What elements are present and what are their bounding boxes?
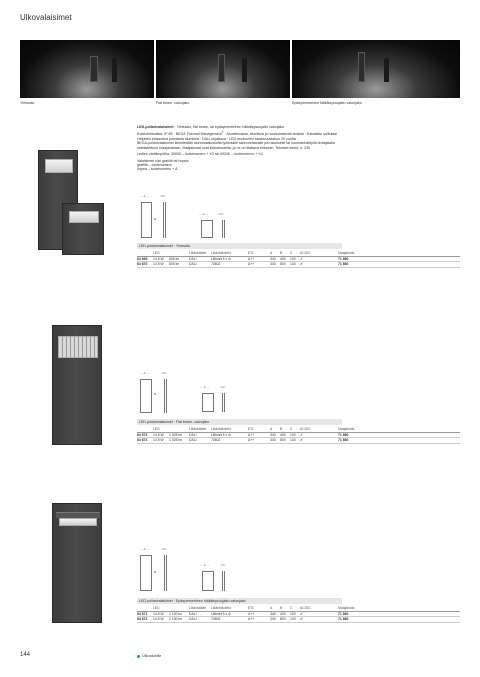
dim-a-3: ← A → [140,547,150,551]
drawing-side-3b [222,571,225,591]
section-header-3: LED-pollarivalaisimet · Epäsymmetrinen häikäisysuojattu valonjako [137,598,342,604]
table-row: 84 671 14,5 W 1 100 lm DALI Liitimet 5 x 4² A++ 340 400 100 ✔ 71 860 [137,611,460,617]
photo-caption-2: Flat beam -valonjako [156,101,190,105]
spec-table-3 [137,606,460,623]
drawing-front-1a [141,202,152,238]
spec-table-1 [137,251,460,268]
photo-flat-beam [156,40,290,98]
drawing-front-2a [140,379,152,413]
intro-text [137,125,457,172]
intro-heading: LED-pollarivalaisimet [137,125,174,129]
intro-p2b: valmistettuun maajalustaan. Maajalustat ovat lisävarusteita, ja ne on tilattava erikseen. Tekniset tiedot, s. 230 [137,145,311,150]
dim-c-1b: <C> [218,212,224,216]
intro-p2: BEGA-pollarivalaisimet kiinnitetään asennusalustoilla työmaalle rakennettavalle perustukselle tai kuumasinkittyllä teräsjalalla [137,141,335,146]
intro-p3: Ledien värilämpötila: 3000K – tuotenumero + K3 tai 4000K – tuotenumero + K4 [137,152,263,157]
dim-c-1: <C> [160,194,166,198]
dim-a-2: ← A → [140,371,150,375]
drawing-side-2a [164,379,167,413]
photo-caption-1: Yleisvalo [20,101,35,105]
drawing-side-1a [163,202,166,238]
drawing-front-1b [201,220,213,238]
intro-heading-rest: · Yleisvalo, flat beam- tai epäsymmetrinen häikäisysuojattu valonjako [173,125,285,129]
dim-a-3b: ← A → [200,563,210,567]
table-row: 84 670 14,5 W 605 lm DALI 70602 A++ 340 800 100 ✔ 71 860 [137,262,460,268]
drawing-side-2b [222,393,225,412]
dim-a-1b: ← A → [199,212,209,216]
product-image-short-general [62,203,104,255]
spec-table-2 [137,427,460,444]
drawing-front-3b [202,571,214,591]
intro-p1c: Heijastin eloksoitua puhdasta alumiinia · DALI-ohjattava · LED-moduulien saatavuustakuu 20 vuotta [137,137,296,141]
dim-a-1: ← A → [140,194,150,198]
dim-b-3: B [154,570,157,574]
intro-p1b: · Alumiinivalua, alumiinia ja ruostumatonta terästä · Kalvalistu sulkulasi [223,132,337,137]
table-row: 84 672 14,5 W 1 100 lm DALI 70602 A++ 340 800 100 ✔ 71 860 [137,617,460,623]
table-header-row: LED Liitäntälaite Liitäntäkotelo ETL A B C AC/DC Maajalusta [137,251,460,256]
drawing-side-1b [222,220,225,238]
page-number: 144 [20,652,31,658]
dim-b-2: B [154,392,157,396]
photo-asymmetric [292,40,460,98]
drawing-front-2b [202,393,214,412]
product-image-asymmetric [52,503,102,623]
dim-c-3: <C> [161,547,167,551]
table-header-row: LED Liitäntälaite Liitäntäkotelo ETL A B C AC/DC Maajalusta [137,606,460,611]
drawing-side-3a [164,555,167,591]
footer-label: Ulkoalueille [137,654,161,658]
product-image-flat-beam [52,325,102,445]
dim-c-2: <C> [161,371,167,375]
table-header-row: LED Liitäntälaite Liitäntäkotelo ETL A B C AC/DC Maajalusta [137,427,460,432]
page-title: Ulkovalaisimet [20,13,72,22]
dim-b-1: B [154,217,157,221]
drawing-front-3a [140,555,152,591]
dim-c-3b: <C> [220,563,226,567]
section-header-2: LED-pollarivalaisimet · Flat beam -valonjako [137,419,342,425]
registered-mark-icon: ® [221,131,224,135]
table-row: 84 674 14,5 W 1 025 lm DALI 70602 A++ 340 800 100 ✔ 71 860 [137,438,460,444]
section-header-1: LED-pollarivalaisimet · Yleisvalo [137,243,342,249]
dim-c-2b: <C> [220,385,226,389]
dim-a-2b: ← A → [200,385,210,389]
intro-p1: Kotelointiluokka: IP 65 · BEGA Thermal Management [137,132,222,137]
table-row: 84 673 14,5 W 1 025 lm DALI Liitimet 5 x 4² A++ 340 400 100 ✔ 71 860 [137,432,460,438]
green-dot-icon [137,655,140,658]
intro-p4: Valaisimen väri grafiitti tai hopea [137,158,189,163]
photo-caption-3: Epäsymmetrinen häikäisysuojattu valonjako [292,101,362,105]
photo-general-light [20,40,154,98]
intro-p6: hopea – tuotenumero + A [137,167,178,172]
intro-p5: grafiitti – tuotenumero [137,163,172,168]
table-row: 84 669 14,5 W 605 lm DALI Liitimet 5 x 4² A++ 340 400 100 ✔ 71 860 [137,256,460,262]
